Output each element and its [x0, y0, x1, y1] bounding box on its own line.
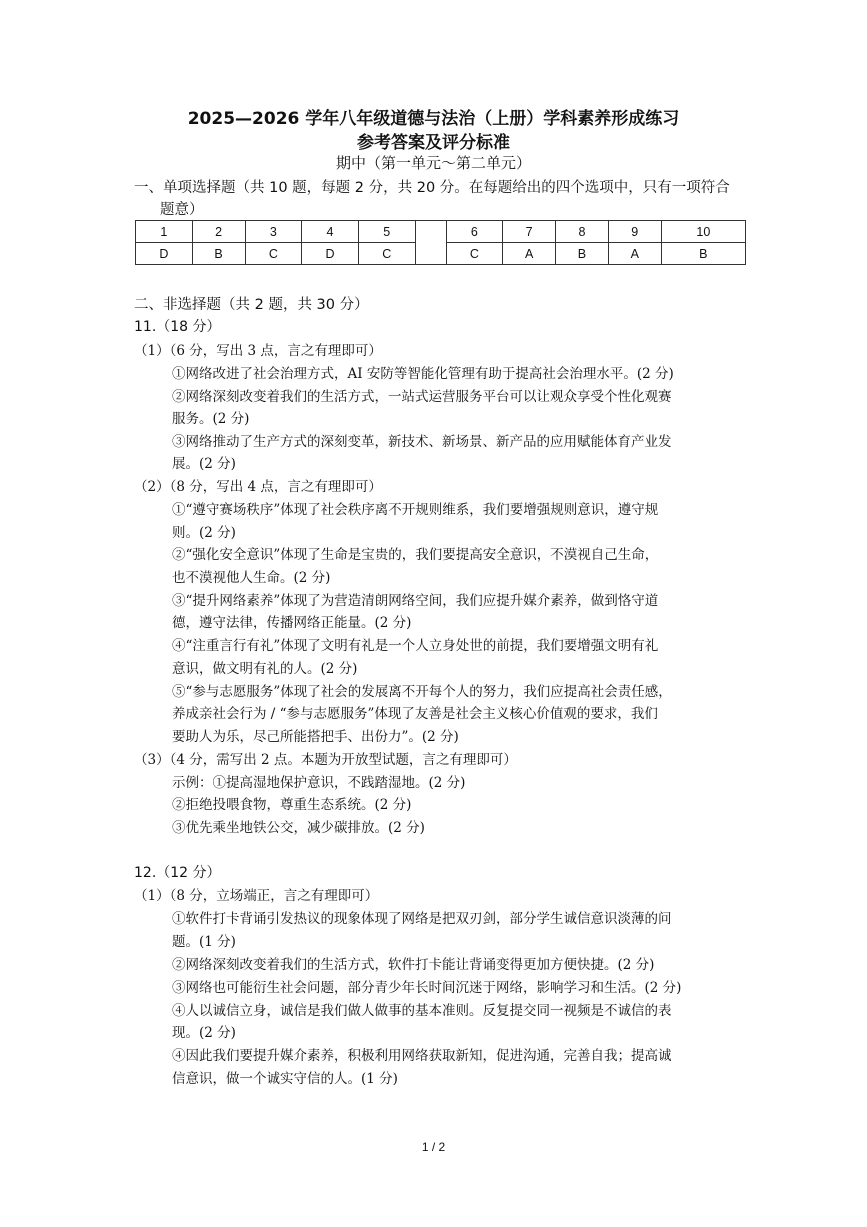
answer-line: 示例：①提高湿地保护意识，不践踏湿地。(2 分)	[172, 775, 466, 791]
answer-line: 现。(2 分)	[172, 1025, 236, 1041]
answer-line: ②“强化安全意识”体现了生命是宝贵的，我们要提高安全意识，不漠视自己生命，	[172, 547, 659, 563]
answer-line: ④人以诚信立身，诚信是我们做人做事的基本准则。反复提交同一视频是不诚信的表	[172, 1003, 672, 1019]
sub-question-heading: （2）（8 分，写出 4 点，言之有理即可）	[134, 479, 382, 495]
question-number: 1	[136, 221, 193, 243]
answer-cell: C	[446, 243, 503, 265]
answer-line: 展。(2 分)	[172, 456, 236, 472]
answer-cell: B	[556, 243, 609, 265]
answer-cell: D	[136, 243, 193, 265]
sub-question-heading: （1）（8 分，立场端正，言之有理即可）	[134, 888, 379, 904]
page-number: 1 / 2	[421, 1140, 446, 1154]
section1-heading-cont: 题意）	[160, 202, 204, 218]
document-title: 2025—2026 学年八年级道德与法治（上册）学科素养形成练习	[187, 109, 680, 129]
answer-line: ②拒绝投喂食物，尊重生态系统。(2 分)	[172, 797, 412, 813]
answer-line: ③网络也可能衍生社会问题，部分青少年长时间沉迷于网络，影响学习和生活。(2 分)	[172, 980, 682, 996]
answer-table-number-row	[136, 221, 746, 243]
question-number: 4	[302, 221, 359, 243]
answer-line: ③“提升网络素养”体现了为营造清朗网络空间，我们应提升媒介素养，做到恪守道	[172, 593, 659, 609]
answer-line: ①软件打卡背诵引发热议的现象体现了网络是把双刃剑，部分学生诚信意识淡薄的问	[172, 911, 672, 927]
question-number: 10	[661, 221, 745, 243]
answer-line: ⑤“参与志愿服务”体现了社会的发展离不开每个人的努力，我们应提高社会责任感，	[172, 684, 672, 700]
answer-line: 也不漠视他人生命。(2 分)	[172, 570, 331, 586]
question-number: 5	[358, 221, 415, 243]
answer-line: ②网络深刻改变着我们的生活方式，软件打卡能让背诵变得更加方便快捷。(2 分)	[172, 957, 655, 973]
question-heading: 12.（12 分）	[134, 865, 221, 881]
answer-line: ④“注重言行有礼”体现了文明有礼是一个人立身处世的前提，我们要增强文明有礼	[172, 638, 659, 654]
answer-line: 题。(1 分)	[172, 934, 236, 950]
question-number: 9	[608, 221, 661, 243]
question-number: 2	[192, 221, 245, 243]
answer-line: 服务。(2 分)	[172, 411, 250, 427]
answer-line: 德，遵守法律，传播网络正能量。(2 分)	[172, 615, 412, 631]
document-subtitle: 参考答案及评分标准	[357, 133, 510, 153]
answer-line: 要助人为乐，尽己所能搭把手、出份力”。(2 分)	[172, 729, 459, 745]
answer-line: ①网络改进了社会治理方式，AI 安防等智能化管理有助于提高社会治理水平。(2 分)	[172, 366, 674, 382]
answer-line: ①“遵守赛场秩序”体现了社会秩序离不开规则维系，我们要增强规则意识，遵守规	[172, 502, 659, 518]
answer-cell: C	[245, 243, 302, 265]
answer-cell: B	[661, 243, 745, 265]
answer-cell: B	[192, 243, 245, 265]
section2-heading: 二、非选择题（共 2 题，共 30 分）	[134, 297, 369, 313]
answer-line: 信意识，做一个诚实守信的人。(1 分)	[172, 1071, 398, 1087]
section1-heading: 一、单项选择题（共 10 题，每题 2 分，共 20 分。在每题给出的四个选项中，只有一项符合	[134, 180, 730, 196]
answer-cell: D	[302, 243, 359, 265]
answer-line: 则。(2 分)	[172, 525, 236, 541]
question-number: 3	[245, 221, 302, 243]
answer-table	[135, 220, 746, 265]
sub-question-heading: （3）（4 分，需写出 2 点。本题为开放型试题，言之有理即可）	[134, 752, 517, 768]
answer-line: 养成亲社会行为 / “参与志愿服务”体现了友善是社会主义核心价值观的要求，我们	[172, 706, 658, 722]
answer-line: ④因此我们要提升媒介素养，积极利用网络获取新知，促进沟通，完善自我；提高诚	[172, 1048, 672, 1064]
answer-cell: C	[358, 243, 415, 265]
answer-cell: A	[608, 243, 661, 265]
table-gap	[415, 221, 446, 265]
question-number: 7	[503, 221, 556, 243]
answer-line: 意识，做文明有礼的人。(2 分)	[172, 661, 358, 677]
sub-question-heading: （1）（6 分，写出 3 点，言之有理即可）	[134, 343, 382, 359]
exam-scope: 期中（第一单元～第二单元）	[335, 154, 531, 172]
answer-line: ③网络推动了生产方式的深刻变革，新技术、新场景、新产品的应用赋能体育产业发	[172, 434, 672, 450]
answer-line: ②网络深刻改变着我们的生活方式，一站式运营服务平台可以让观众享受个性化观赛	[172, 389, 672, 405]
question-number: 8	[556, 221, 609, 243]
answer-line: ③优先乘坐地铁公交，减少碳排放。(2 分)	[172, 820, 425, 836]
answer-cell: A	[503, 243, 556, 265]
question-heading: 11.（18 分）	[134, 319, 221, 335]
question-number: 6	[446, 221, 503, 243]
